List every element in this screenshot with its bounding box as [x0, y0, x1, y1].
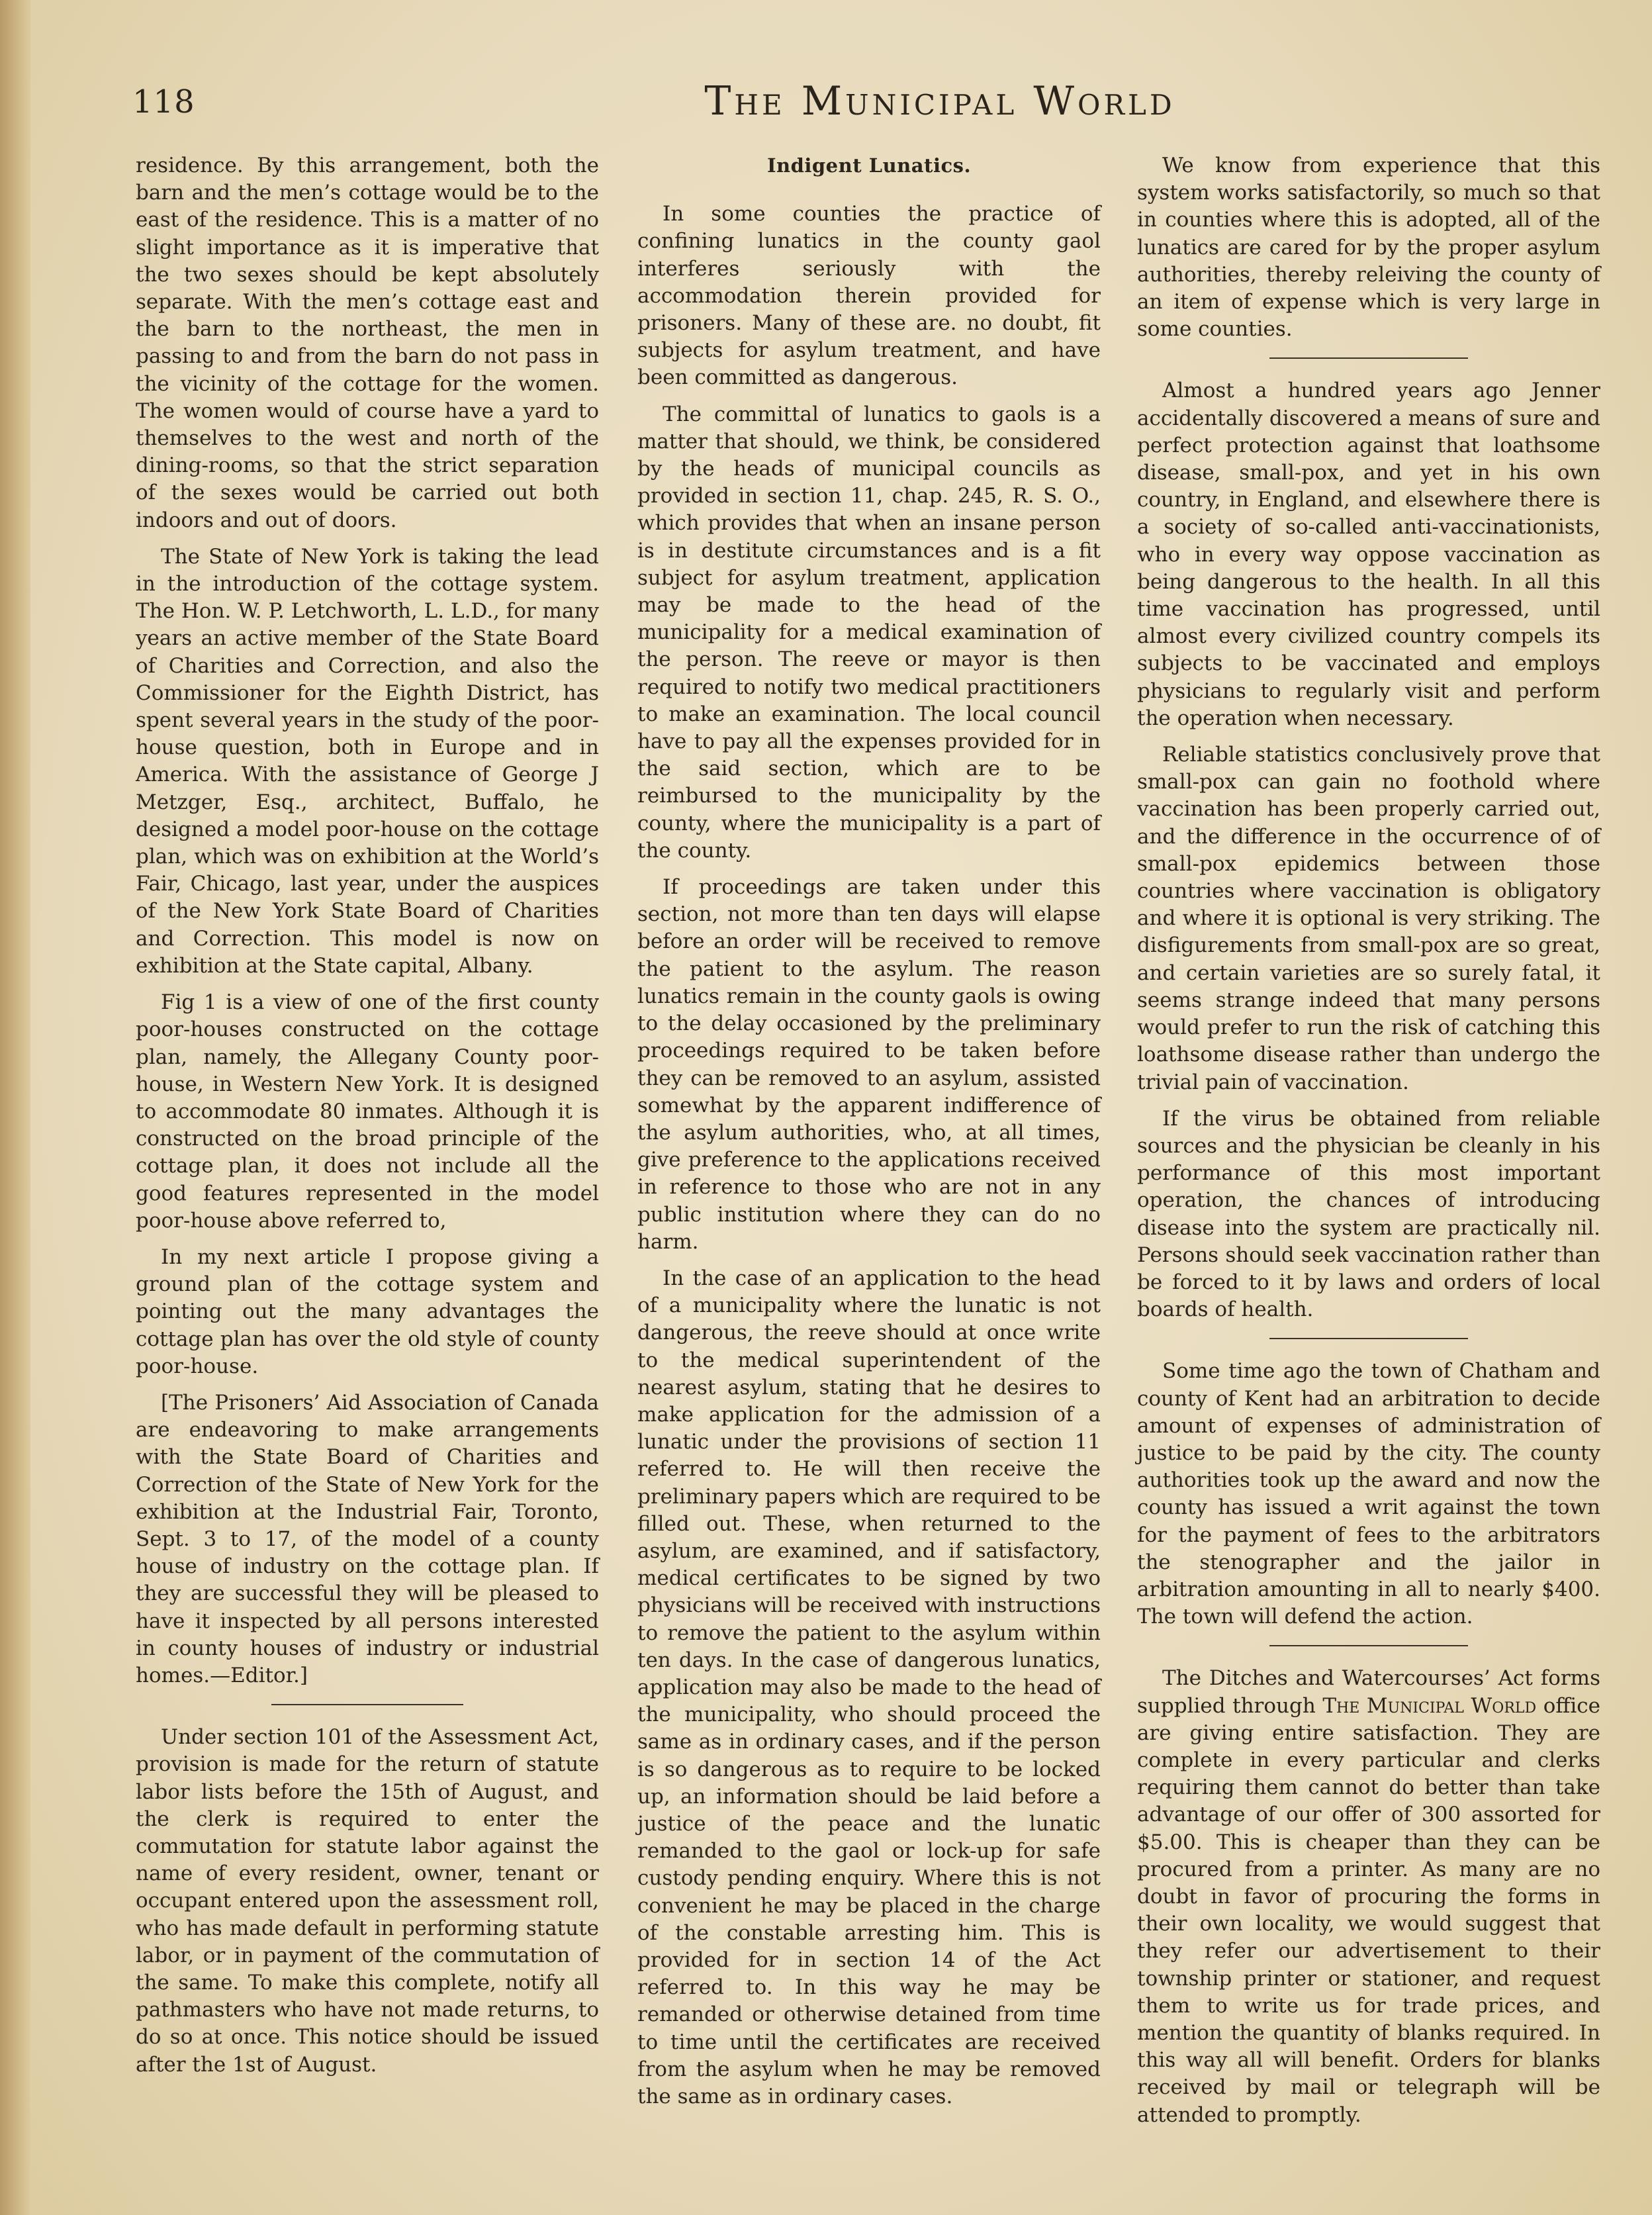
column-left — [136, 152, 599, 2088]
paragraph: Almost a hundred years ago Jenner accidentally discovered a means of sure and perfect protection against that loathsome disease, small-pox, and yet in his own country, in England, and elsewhere there is a society of so-called anti-vaccinationists, who in every way oppose vaccination as being dangerous to the health. In all this time vaccination has progressed, until almost every civilized country compels its subjects to be vaccinated and employs physicians to regularly visit and perform the operation when necessary. — [1137, 379, 1600, 730]
paragraph: In some counties the practice of confining lunatics in the county gaol interferes seriously with the accommodation therein provided for prisoners. Many of these are. no doubt, fit subjects for asylum treatment, and have been committed as dangerous. — [637, 202, 1101, 390]
paragraph: In my next article I propose giving a ground plan of the cottage system and pointing out the many advantages the cottage plan has over the old style of county poor-house. — [136, 1245, 599, 1378]
paragraph: The State of New York is taking the lead in the introduction of the cottage system. The Hon. W. P. Letchworth, L. L.D., for many years an active member of the State Board of Charities and Correction, and also the Commissioner for the Eighth District, has spent several years in the study of the poor-house question, both in Europe and in America. With the assistance of George J Metzger, Esq., architect, Buffalo, he designed a model poor-house on the cottage plan, which was on exhibition at the World’s Fair, Chicago, last year, under the auspices of the New York State Board of Charities and Correction. This model is now on exhibition at the State capital, Albany. — [136, 544, 599, 978]
paragraph: If proceedings are taken under this section, not more than ten days will elapse before an order will be received to remove the patient to the asylum. The reason lunatics remain in the county gaols is owing to the delay occasioned by the preliminary proceedings required to be taken before they can be removed to an asylum, assisted somewhat by the apparent indifference of the asylum authorities, who, at all times, give preference to the applications received in reference to those who are not in any public institution where they can do no harm. — [637, 875, 1101, 1254]
column-middle — [637, 152, 1101, 2120]
paragraph: Under section 101 of the Assessment Act, provision is made for the return of statute labor lists before the 15th of August, and the clerk is required to enter the commutation for statute labor against the name of every resident, owner, tenant or occupant entered upon the assessment roll, who has made default in performing statute labor, or in payment of the commutation of the same. To make this complete, notify all pathmasters who have not made returns, to do so at once. This notice should be issued after the 1st of August. — [136, 1725, 599, 2077]
page-header — [132, 78, 1456, 138]
paragraph: We know from experience that this system works satisfactorily, so much so that in counties where this is adopted, all of the lunatics are cared for by the proper asylum authorities, thereby releiving the county of an item of expense which is very large in some counties. — [1137, 154, 1600, 342]
section-divider — [1269, 1645, 1468, 1646]
paragraph: Fig 1 is a view of one of the first county poor-houses constructed on the cottage plan, namely, the Allegany County poor-house, in Western New York. It is designed to accommodate 80 inmates. Although it is constructed on the broad principle of the cottage plan, it does not include all the good features represented in the model poor-house above referred to, — [136, 990, 599, 1233]
paragraph: In the case of an application to the head of a municipality where the lunatic is not dangerous, the reeve should at once write to the medical superintendent of the nearest asylum, stating that he desires to make application for the admission of a lunatic under the provisions of section 11 referred to. He will then receive the preliminary papers which are required to be filled out. These, when returned to the asylum, are examined, and if satisfactory, medical certificates to be signed by two physicians will be received with instructions to remove the patient to the asylum within ten days. In the case of dangerous lunatics, application may also be made to the head of the municipality, who should proceed the same as in ordinary cases, and if the person is so dangerous as to require to be locked up, an information should be laid before a justice of the peace and the lunatic remanded to the gaol or lock-up for safe custody pending enquiry. Where this is not convenient he may be placed in the charge of the constable arresting him. This is provided for in section 14 of the Act referred to. In this way he may be remanded or otherwise detained from time to time until the certificates are received from the asylum when he may be removed the same as in ordinary cases. — [637, 1266, 1101, 2109]
page-number: 118 — [132, 83, 195, 120]
paragraph: residence. By this arrangement, both the barn and the men’s cottage would be to the east of the residence. This is a matter of no slight importance as it is imperative that the two sexes should be kept absolutely separate. With the men’s cottage east and the barn to the northeast, the men in passing to and from the barn do not pass in the vicinity of the cottage for the women. The women would of course have a yard to themselves to the west and north of the dining-rooms, so that the strict separation of the sexes would be carried out both indoors and out of doors. — [136, 154, 599, 532]
paragraph: Reliable statistics conclusively prove that small-pox can gain no foothold where vaccination has been properly carried out, and the difference in the occurrence of of small-pox epidemics between those countries where vaccination is obligatory and where it is optional is very striking. The disfigurements from small-pox are so great, and certain varieties are so surely fatal, it seems strange indeed that many persons would prefer to run the risk of catching this loathsome disease rather than undergo the trivial pain of vaccination. — [1137, 743, 1600, 1094]
paragraph — [1137, 1665, 1600, 2128]
section-divider — [271, 1704, 463, 1705]
article-heading: Indigent Lunatics. — [766, 154, 972, 177]
paragraph: Some time ago the town of Chatham and county of Kent had an arbitration to decide amount of expenses of administration of justice to be paid by the city. The county authorities took up the award and now the county has issued a writ against the town for the payment of fees to the arbitrators the stenographer and the jailor in arbitration amounting in all to nearly $400. The town will defend the action. — [1137, 1359, 1600, 1629]
editor-note-paragraph: [The Prisoners’ Aid Association of Canada are endeavoring to make arrangements with the State Board of Charities and Correction of the State of New York for the exhibition at the Industrial Fair, Toronto, Sept. 3 to 17, of the model of a county house of industry on the cottage plan. If they are successful they will be pleased to have it inspected by all persons interested in county houses of industry or industrial homes.—Editor.] — [136, 1390, 599, 1687]
section-divider — [1269, 357, 1468, 359]
journal-name-inline: The Municipal World — [1322, 1693, 1537, 1718]
paragraph-text: office are giving entire satisfaction. They are complete in every particular and clerks requiring them cannot do better than take advantage of our offer of 300 assorted for $5.00. This is cheaper than they can be procured from a printer. As many are no doubt in favor of procuring the forms in their own locality, we would suggest that they refer our advertisement to their township printer or stationer, and request them to write us for trade prices, and mention the quantity of blanks required. In this way all will benefit. Orders for blanks received by mail or telegraph will be attended to promptly. — [1137, 1693, 1601, 2127]
paragraph: The committal of lunatics to gaols is a matter that should, we think, be considered by the heads of municipal councils as provided in section 11, chap. 245, R. S. O., which provides that when an insane person is in destitute circumstances and is a fit subject for asylum treatment, application may be made to the head of the municipality for a medical examination of the person. The reeve or mayor is then required to notify two medical practitioners to make an examination. The local council have to pay all the expenses provided for in the said section, which are to be reimbursed to the municipality by the county, where the municipality is a part of the county. — [637, 402, 1101, 863]
paragraph-text: The Ditches and Watercourses’ Act forms supplied through — [1137, 1666, 1600, 1718]
column-right — [1137, 152, 1600, 2138]
paragraph: If the virus be obtained from reliable sources and the physician be cleanly in his performance of this most important operation, the chances of introducing disease into the system are practically nil. Persons should seek vaccination rather than be forced to it by laws and orders of local boards of health. — [1137, 1106, 1600, 1322]
page-binding-edge — [0, 0, 30, 2215]
journal-title: The Municipal World — [704, 78, 1175, 124]
section-divider — [1269, 1338, 1468, 1339]
